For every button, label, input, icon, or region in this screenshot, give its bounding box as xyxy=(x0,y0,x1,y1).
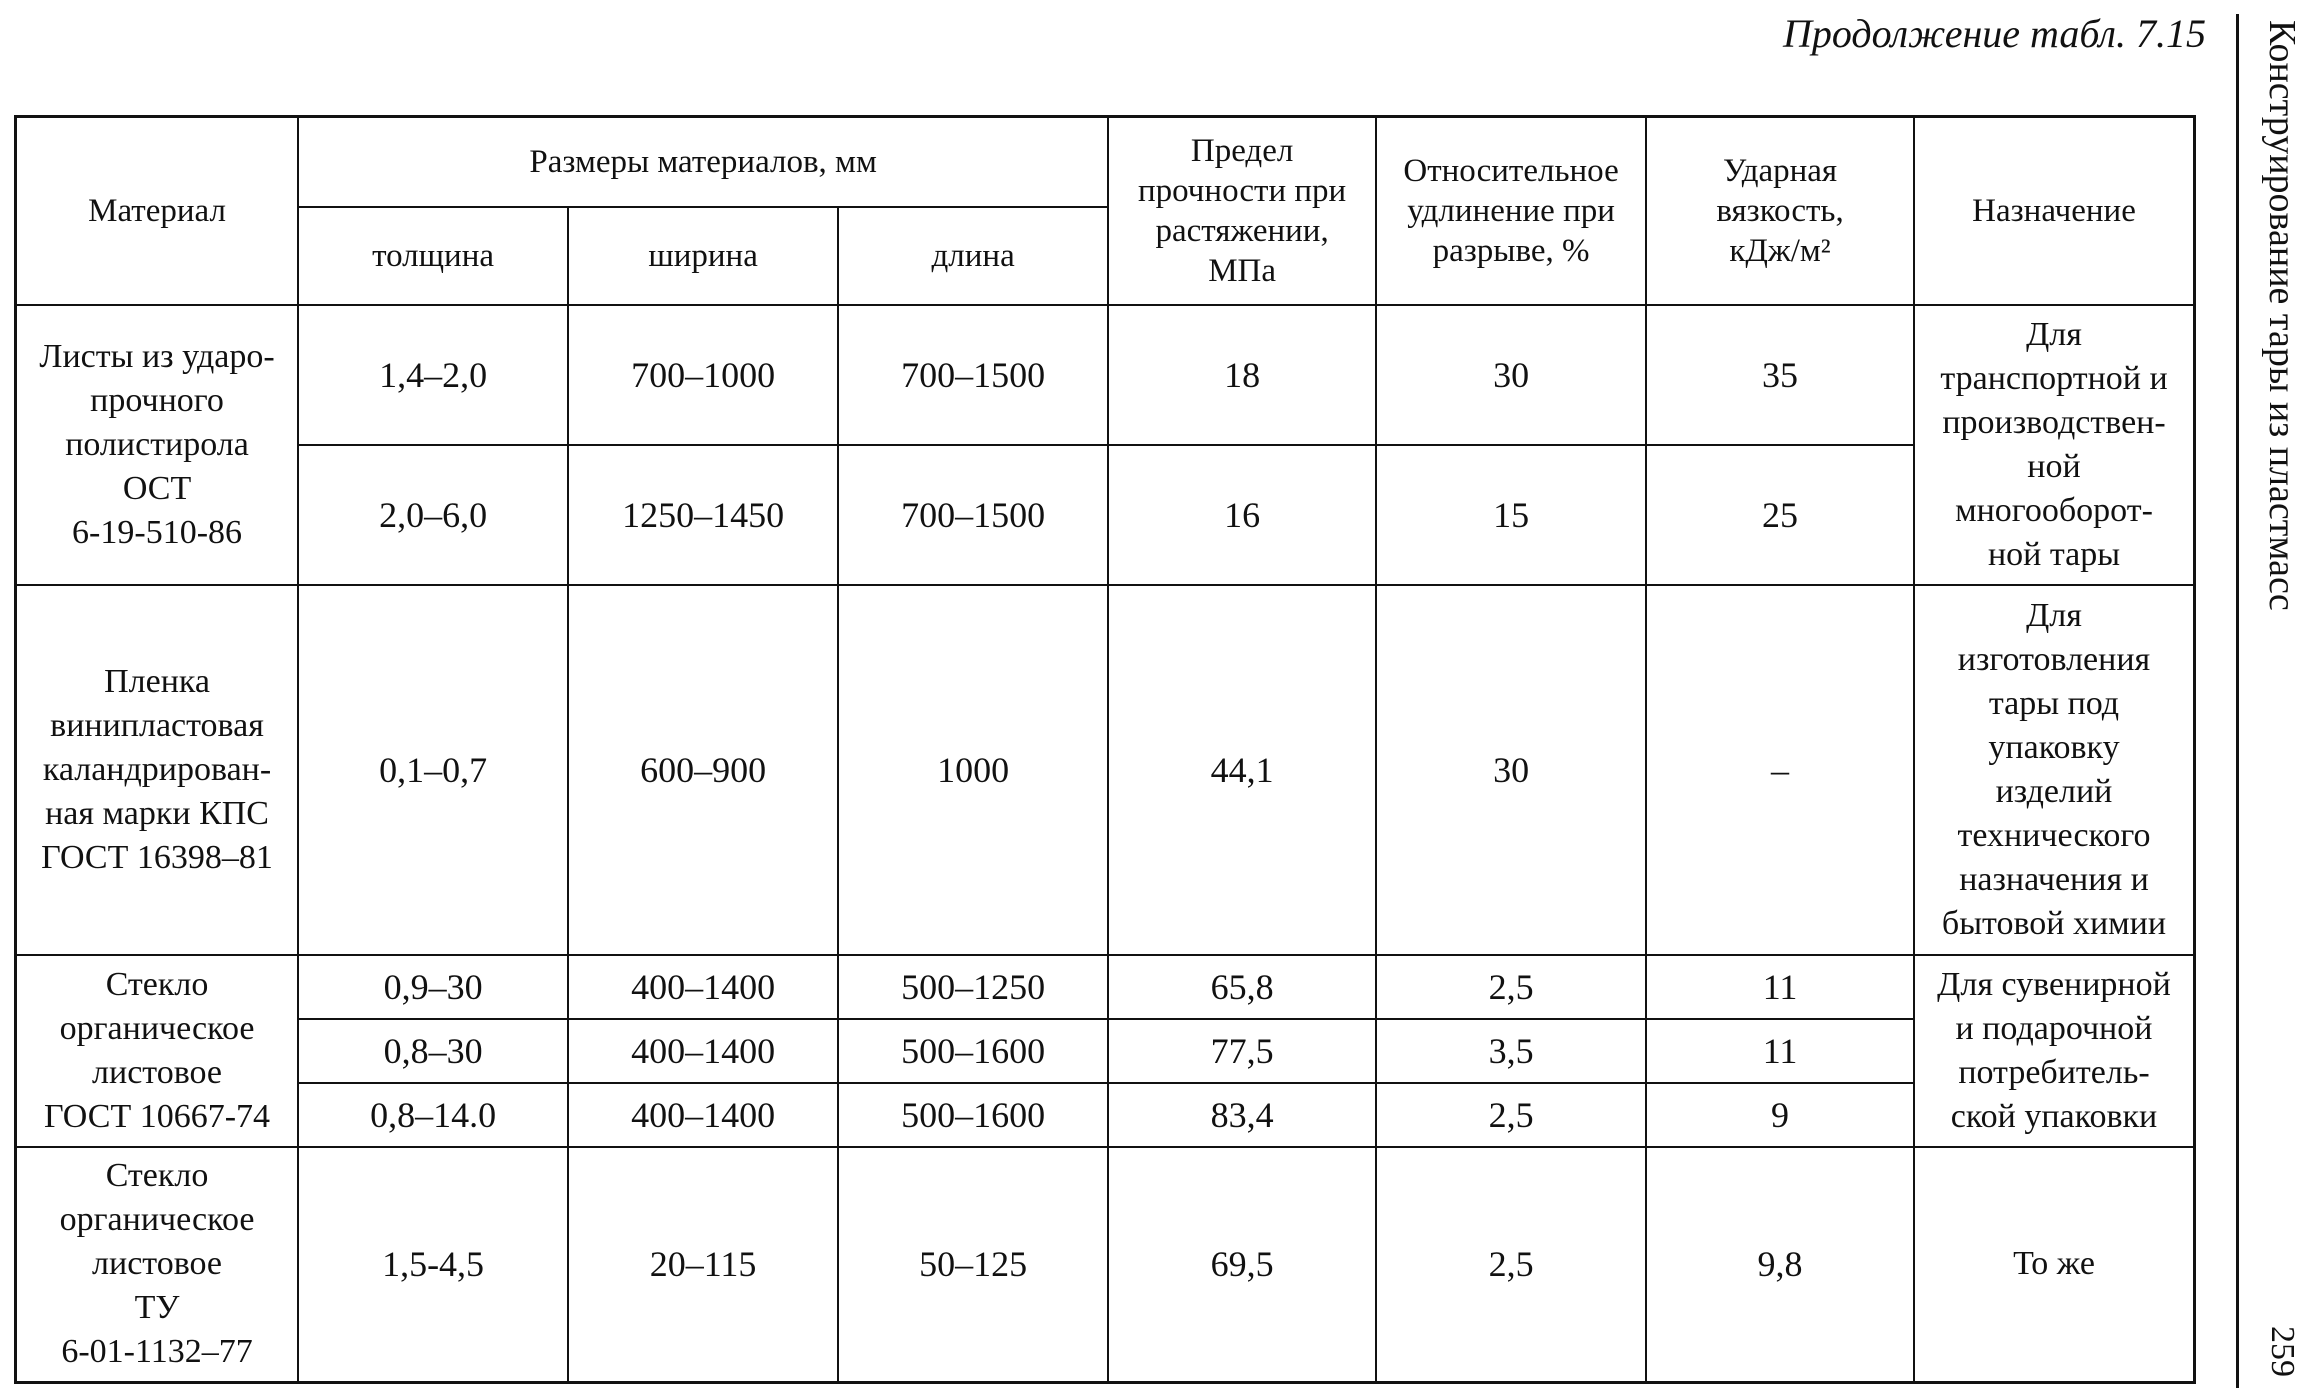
strength-cell: 69,5 xyxy=(1108,1147,1376,1383)
materials-table xyxy=(14,115,2196,1384)
strength-cell: 65,8 xyxy=(1108,955,1376,1019)
width-cell: 400–1400 xyxy=(568,1083,838,1147)
thickness-cell: 2,0–6,0 xyxy=(298,445,568,585)
table-row xyxy=(16,445,2195,585)
header-elongation: Относительное удлинение при разрыве, % xyxy=(1376,117,1646,305)
table-row xyxy=(16,1147,2195,1383)
header-tensile-strength: Предел прочности при растяжении, МПа xyxy=(1108,117,1376,305)
header-thickness: толщина xyxy=(298,207,568,305)
impact-cell: 9,8 xyxy=(1646,1147,1914,1383)
header-purpose: Назначение xyxy=(1914,117,2195,305)
width-cell: 20–115 xyxy=(568,1147,838,1383)
table-row xyxy=(16,1083,2195,1147)
elongation-cell: 30 xyxy=(1376,305,1646,445)
width-cell: 700–1000 xyxy=(568,305,838,445)
strength-cell: 83,4 xyxy=(1108,1083,1376,1147)
material-cell: Пленка винипластовая каландрирован- ная марки КПС ГОСТ 16398–81 xyxy=(16,585,299,955)
elongation-cell: 3,5 xyxy=(1376,1019,1646,1083)
elongation-cell: 30 xyxy=(1376,585,1646,955)
impact-cell: 35 xyxy=(1646,305,1914,445)
impact-cell: 9 xyxy=(1646,1083,1914,1147)
length-cell: 1000 xyxy=(838,585,1108,955)
length-cell: 50–125 xyxy=(838,1147,1108,1383)
header-impact-strength: Ударная вязкость, кДж/м² xyxy=(1646,117,1914,305)
strength-cell: 44,1 xyxy=(1108,585,1376,955)
table-caption: Продолжение табл. 7.15 xyxy=(1782,11,2206,56)
strength-cell: 18 xyxy=(1108,305,1376,445)
purpose-cell: Для сувенирной и подарочной потребитель- ской упаковки xyxy=(1914,955,2195,1147)
impact-cell: 11 xyxy=(1646,1019,1914,1083)
elongation-cell: 2,5 xyxy=(1376,1083,1646,1147)
thickness-cell: 0,8–14.0 xyxy=(298,1083,568,1147)
material-cell: Стекло органическое листовое ТУ 6-01-1132–77 xyxy=(16,1147,299,1383)
thickness-cell: 0,1–0,7 xyxy=(298,585,568,955)
elongation-cell: 15 xyxy=(1376,445,1646,585)
thickness-cell: 1,5-4,5 xyxy=(298,1147,568,1383)
thickness-cell: 0,8–30 xyxy=(298,1019,568,1083)
length-cell: 700–1500 xyxy=(838,305,1108,445)
impact-cell: 11 xyxy=(1646,955,1914,1019)
material-cell: Листы из ударо- прочного полистирола ОСТ 6-19-510-86 xyxy=(16,305,299,585)
strength-cell: 77,5 xyxy=(1108,1019,1376,1083)
material-cell: Стекло органическое листовое ГОСТ 10667-74 xyxy=(16,955,299,1147)
page-number: 259 xyxy=(2264,1326,2301,1377)
header-row-top xyxy=(16,117,2195,207)
width-cell: 600–900 xyxy=(568,585,838,955)
table-row xyxy=(16,585,2195,955)
length-cell: 700–1500 xyxy=(838,445,1108,585)
purpose-cell: То же xyxy=(1914,1147,2195,1383)
running-title: Конструирование тары из пластмасс xyxy=(2261,20,2303,611)
length-cell: 500–1600 xyxy=(838,1083,1108,1147)
length-cell: 500–1250 xyxy=(838,955,1108,1019)
elongation-cell: 2,5 xyxy=(1376,955,1646,1019)
width-cell: 400–1400 xyxy=(568,955,838,1019)
thickness-cell: 0,9–30 xyxy=(298,955,568,1019)
table-row xyxy=(16,305,2195,445)
header-dimensions: Размеры материалов, мм xyxy=(298,117,1108,207)
purpose-cell: Для транспортной и производствен- ной многооборот- ной тары xyxy=(1914,305,2195,585)
strength-cell: 16 xyxy=(1108,445,1376,585)
impact-cell: – xyxy=(1646,585,1914,955)
width-cell: 400–1400 xyxy=(568,1019,838,1083)
header-material: Материал xyxy=(16,117,299,305)
header-length: длина xyxy=(838,207,1108,305)
elongation-cell: 2,5 xyxy=(1376,1147,1646,1383)
margin-rule xyxy=(2236,14,2239,1388)
purpose-cell: Для изготовления тары под упаковку изделий технического назначения и бытовой химии xyxy=(1914,585,2195,955)
impact-cell: 25 xyxy=(1646,445,1914,585)
length-cell: 500–1600 xyxy=(838,1019,1108,1083)
width-cell: 1250–1450 xyxy=(568,445,838,585)
table-row xyxy=(16,955,2195,1019)
table-row xyxy=(16,1019,2195,1083)
header-width: ширина xyxy=(568,207,838,305)
thickness-cell: 1,4–2,0 xyxy=(298,305,568,445)
